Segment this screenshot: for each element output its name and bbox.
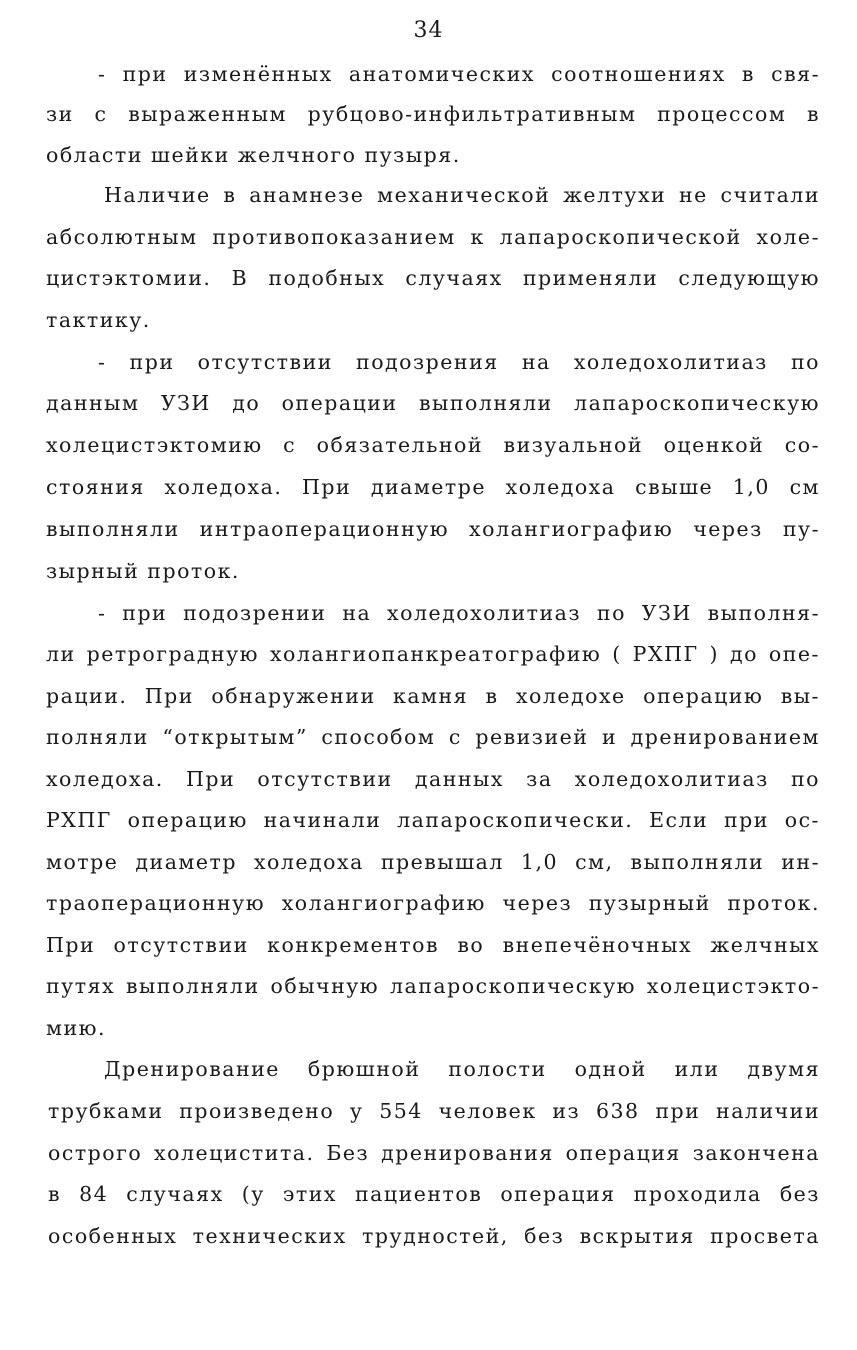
text-line: области шейки желчного пузыря. <box>46 143 461 167</box>
text-line: абсолютным противопоказанием к лапароскопической холе- <box>46 225 820 249</box>
text-line: данным УЗИ до операции выполняли лапароскопическую <box>46 391 820 415</box>
text-line: При отсутствии конкрементов во внепечёночных желчных <box>46 933 820 957</box>
text-line: холедоха. При отсутствии данных за холедохолитиаз по <box>46 767 820 791</box>
text-line: трубками произведено у 554 человек из 638 при наличии <box>48 1099 820 1123</box>
text-line: полняли “открытым” способом с ревизией и дренированием <box>46 725 820 749</box>
text-line: рации. При обнаружении камня в холедохе операцию вы- <box>46 684 820 708</box>
text-line: траоперационную холангиографию через пузырный проток. <box>46 891 820 915</box>
text-line: острого холецистита. Без дренирования операция закончена <box>48 1141 820 1165</box>
text-line: холецистэктомию с обязательной визуальной оценкой со- <box>46 433 820 457</box>
text-line: - при изменённых анатомических соотношениях в свя- <box>98 62 820 86</box>
text-line: стояния холедоха. При диаметре холедоха свыше 1,0 см <box>46 475 820 499</box>
text-line: зырный проток. <box>46 559 240 583</box>
text-line: путях выполняли обычную лапароскопическую холецистэкто- <box>46 974 820 998</box>
text-line: РХПГ операцию начинали лапароскопически. Если при ос- <box>46 808 820 832</box>
text-line: зи с выраженным рубцово-инфильтративным процессом в <box>46 102 820 126</box>
text-line: ли ретроградную холангиопанкреатографию ( РХПГ ) до опе- <box>46 642 820 666</box>
page-number: 34 <box>413 18 444 43</box>
text-line: особенных технических трудностей, без вскрытия просвета <box>48 1224 820 1248</box>
text-line: мотре диаметр холедоха превышал 1,0 см, выполняли ин- <box>46 850 820 874</box>
text-line: Наличие в анамнезе механической желтухи не считали <box>104 183 820 207</box>
text-line: Дренирование брюшной полости одной или двумя <box>104 1057 820 1081</box>
text-line: - при подозрении на холедохолитиаз по УЗИ выполня- <box>98 601 820 625</box>
text-line: тактику. <box>46 308 151 332</box>
text-line: мию. <box>46 1016 106 1040</box>
text-line: выполняли интраоперационную холангиографию через пу- <box>46 517 820 541</box>
text-line: цистэктомии. В подобных случаях применяли следующую <box>46 266 820 290</box>
text-line: - при отсутствии подозрения на холедохолитиаз по <box>98 350 820 374</box>
text-line: в 84 случаях (у этих пациентов операция проходила без <box>48 1182 820 1206</box>
